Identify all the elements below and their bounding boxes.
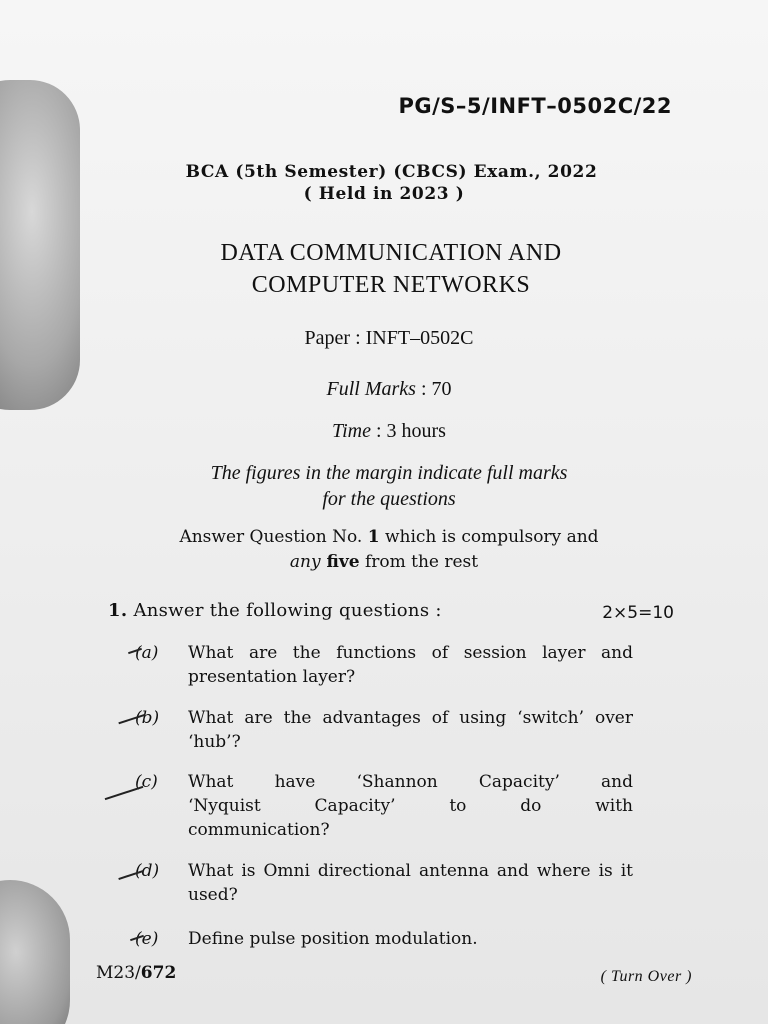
question-part-b [135, 706, 635, 756]
part-text [188, 770, 633, 842]
part-label: (d) [135, 861, 160, 881]
part-text-line-2: ‘Nyquist Capacity’ to do with [188, 796, 633, 816]
question-part-e [135, 927, 635, 953]
question-part-d [135, 859, 635, 909]
time-value: : 3 hours [370, 420, 446, 442]
paper-code: PG/S–5/INFT–0502C/22 [398, 94, 672, 118]
full-marks-label: Full Marks [326, 378, 416, 400]
margin-note-line-2: for the questions [322, 488, 456, 510]
question-part-a [135, 641, 635, 691]
instr-num: 1 [367, 527, 380, 547]
title-line-2: COMPUTER NETWORKS [251, 272, 531, 298]
question-1-heading [108, 600, 442, 621]
part-text: What is Omni directional antenna and where is it used? [188, 861, 633, 905]
time-allowed [0, 420, 768, 443]
part-text-line-1: What have ‘Shannon Capacity’ and [188, 772, 633, 792]
answer-instruction-line-2 [0, 552, 768, 572]
finger-overlay [0, 880, 70, 1024]
part-text: What are the advantages of using ‘switch’ over ‘hub’? [188, 708, 633, 752]
part-label: (b) [135, 708, 160, 728]
part-text: Define pulse position modulation. [188, 929, 478, 949]
instr-five: five [320, 552, 360, 572]
footer-code [96, 963, 176, 983]
question-part-c [135, 770, 635, 845]
time-label: Time [332, 420, 371, 442]
question-prompt: Answer the following questions : [133, 600, 442, 621]
title-line-1: DATA COMMUNICATION AND [220, 240, 562, 266]
full-marks-value: : 70 [415, 378, 452, 400]
part-label: (e) [135, 929, 159, 949]
part-text: What are the functions of session layer and presentation layer? [188, 643, 633, 687]
paper-number: Paper : INFT–0502C [304, 327, 474, 349]
turn-over: ( Turn Over ) [600, 968, 692, 985]
footer-code-number: 672 [140, 963, 177, 983]
instr-any: any [289, 552, 321, 572]
exam-line: BCA (5th Semester) (CBCS) Exam., 2022 [185, 162, 598, 182]
instr-post: which is compulsory and [379, 527, 599, 547]
question-1-marks: 2×5=10 [602, 603, 674, 623]
instr-rest: from the rest [359, 552, 479, 572]
held-line: ( Held in 2023 ) [303, 184, 465, 204]
part-label: (c) [135, 772, 158, 792]
full-marks [0, 378, 768, 401]
part-label: (a) [135, 643, 159, 663]
answer-instruction-line-1 [0, 527, 768, 547]
question-number: 1. [108, 600, 128, 621]
margin-note-line-1: The figures in the margin indicate full marks [210, 462, 568, 484]
part-text-line-3: communication? [188, 820, 330, 840]
instr-pre: Answer Question No. [179, 527, 368, 547]
footer-code-prefix: M23/ [96, 963, 141, 983]
